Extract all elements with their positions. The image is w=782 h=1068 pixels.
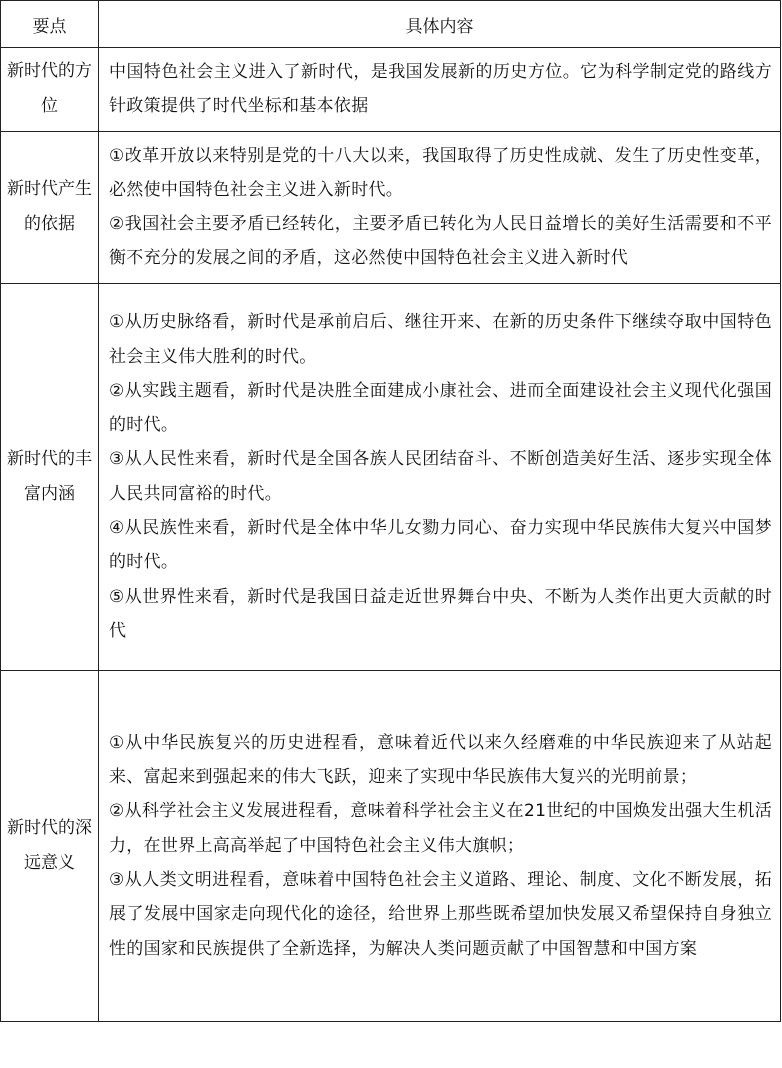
header-details: 具体内容 [99,1,781,48]
row-content-basis [99,131,781,283]
header-key-points: 要点 [1,1,99,48]
row-content-significance [99,670,781,1021]
row-label-significance: 新时代的深远意义 [1,670,99,1021]
table-row [1,670,781,1021]
content-paragraph: ④从民族性来看，新时代是全体中华儿女勠力同心、奋力实现中华民族伟大复兴中国梦的时代。 [109,518,772,573]
header-row [1,1,781,48]
row-label-basis: 新时代产生的依据 [1,131,99,283]
row-label-connotation: 新时代的丰富内涵 [1,283,99,670]
content-paragraph: ③从人类文明进程看，意味着中国特色社会主义道路、理论、制度、文化不断发展，拓展了发展中国家走向现代化的途径，给世界上那些既希望加快发展又希望保持自身独立性的国家和民族提供了全新选择，为解决人类问题贡献了中国智慧和中国方案 [109,869,772,959]
content-paragraph: ①改革开放以来特别是党的十八大以来，我国取得了历史性成就、发生了历史性变革，必然使中国特色社会主义进入新时代。 [109,145,772,200]
table-row [1,48,781,132]
content-paragraph: ③从人民性来看，新时代是全国各族人民团结奋斗、不断创造美好生活、逐步实现全体人民共同富裕的时代。 [109,449,772,504]
content-paragraph: ②从科学社会主义发展进程看，意味着科学社会主义在21世纪的中国焕发出强大生机活力，在世界上高高举起了中国特色社会主义伟大旗帜； [109,801,772,856]
row-label-position: 新时代的方位 [1,48,99,132]
content-paragraph: 中国特色社会主义进入了新时代，是我国发展新的历史方位。它为科学制定党的路线方针政策提供了时代坐标和基本依据 [109,62,772,117]
content-paragraph: ②从实践主题看，新时代是决胜全面建成小康社会、进而全面建设社会主义现代化强国的时代。 [109,380,772,436]
table-row [1,131,781,283]
row-content-position [99,48,781,132]
content-paragraph: ①从历史脉络看，新时代是承前启后、继往开来、在新的历史条件下继续夺取中国特色社会主义伟大胜利的时代。 [109,312,772,367]
content-paragraph: ①从中华民族复兴的历史进程看，意味着近代以来久经磨难的中华民族迎来了从站起来、富起来到强起来的伟大飞跃，迎来了实现中华民族伟大复兴的光明前景； [109,732,772,788]
table-row [1,283,781,670]
row-content-connotation [99,283,781,670]
content-paragraph: ②我国社会主要矛盾已经转化，主要矛盾已转化为人民日益增长的美好生活需要和不平衡不充分的发展之间的矛盾，这必然使中国特色社会主义进入新时代 [109,214,772,269]
content-paragraph: ⑤从世界性来看，新时代是我国日益走近世界舞台中央、不断为人类作出更大贡献的时代 [109,586,772,641]
